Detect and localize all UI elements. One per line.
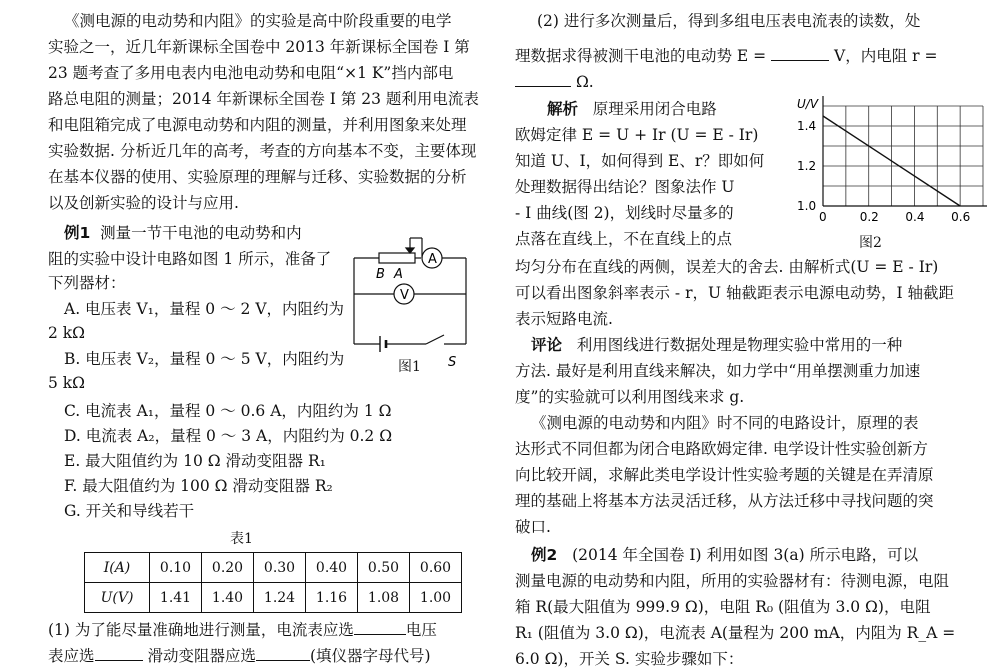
figure2-caption: 图2 [859,235,882,251]
y-tick-label: 1.4 [797,119,817,133]
answer-blank [354,618,406,635]
question2-line2: 理数据求得被测干电池的电动势 E = V，内电阻 r = [515,44,938,67]
comment-line: 理的基础上将基本方法灵活迁移，从方法迁移中寻找问题的突 [515,492,934,510]
option-a: A. 电压表 V₁，量程 0 ～ 2 V，内阻约为 [64,300,345,318]
figure1-caption: 图1 [398,359,421,375]
example1-first-line [64,222,302,244]
chart-grid [823,106,983,206]
question1-line2: 表应选 滑动变阻器应选 (填仪器字母代号) [48,644,431,667]
option-b-cont: 5 kΩ [48,374,86,392]
option-d: D. 电流表 A₂，量程 0 ～ 3 A，内阻约为 0.2 Ω [64,427,393,445]
option-c: C. 电流表 A₁，量程 0 ～ 0.6 A，内阻约为 1 Ω [64,402,392,420]
example2-line: R₁ (阻值为 3.0 Ω)，电流表 A(量程为 200 mA，内阻为 R_A = [515,624,956,642]
analysis-line: 可以看出图象斜率表示 - r，U 轴截距表示电源电动势，I 轴截距 [515,284,955,302]
x-tick-label: 0 [819,210,827,224]
figure1-circuit [344,226,494,376]
comment-label: 评论 [531,336,563,354]
intro-line: 实验数据. 分析近几年的高考，考查的方向基本不变，主要体现 [48,142,477,160]
table-row [85,553,462,583]
answer-blank [515,70,571,87]
analysis-label: 解析 [547,100,579,118]
answer-blank [771,44,829,61]
y-tick-label: 1.2 [797,159,817,173]
table-cell: 0.60 [410,553,462,583]
x-tick-label: 0.4 [905,210,925,224]
analysis-line: - I 曲线(图 2)，划线时尽量多的 [515,204,734,222]
option-a-cont: 2 kΩ [48,324,86,342]
analysis-line: 点落在直线上，不在直线上的点 [515,230,733,248]
y-tick-label: 1.0 [797,199,817,213]
voltmeter-icon: V [400,288,409,303]
intro-line: 23 题考查了多用电表内电池电动势和电阻“×1 K”挡内部电 [48,64,454,82]
option-b: B. 电压表 V₂，量程 0 ～ 5 V，内阻约为 [64,350,345,368]
intro-line: 在基本仪器的使用、实验原理的理解与迁移、实验数据的分析 [48,168,467,186]
x-tick-label: 0.2 [859,210,879,224]
table-cell: 1.24 [254,583,306,613]
table-cell: 1.00 [410,583,462,613]
comment-line: 《测电源的电动势和内阻》时不同的电路设计，原理的表 [531,414,919,432]
option-f: F. 最大阻值约为 100 Ω 滑动变阻器 R₂ [64,477,333,495]
example2-first-line: 例2 (2014 年全国卷 Ⅰ) 利用如图 3(a) 所示电路，可以 [531,546,919,564]
analysis-line: 欧姆定律 E = U + Ir (U = E - Ir) [515,126,759,144]
option-e: E. 最大阻值约为 10 Ω 滑动变阻器 R₁ [64,452,326,470]
table1-caption: 表1 [230,531,253,547]
analysis-line: 知道 U、I，如何得到 E、r？即如何 [515,152,765,170]
example1-line: 下列器材： [48,274,126,292]
data-table [84,552,462,613]
table-cell: 0.20 [202,553,254,583]
intro-line: 实验之一，近几年新课标全国卷中 2013 年新课标全国卷 Ⅰ 第 [48,38,470,56]
comment-line: 达形式不同但都为闭合电路欧姆定律. 电学设计性实验创新方 [515,440,928,458]
question2-line1: (2) 进行多次测量后，得到多组电压表电流表的读数，处 [537,12,921,30]
y-axis-label: U/V [797,97,819,111]
figure2-chart [783,96,987,238]
example2-line: 箱 R(最大阻值为 999.9 Ω)，电阻 R₀ (阻值为 3.0 Ω)，电阻 [515,598,931,616]
table-cell: 0.30 [254,553,306,583]
example1-text: 测量一节干电池的电动势和内 [100,224,302,242]
answer-blank [256,644,310,661]
comment-first-line: 评论 利用图线进行数据处理是物理实验中常用的一种 [531,336,903,354]
analysis-line: 表示短路电流. [515,310,613,328]
answer-blank [95,644,143,661]
question1-line1: (1) 为了能尽量准确地进行测量，电流表应选 电压 [48,618,437,641]
example2-line: 测量电源的电动势和内阻，所用的实验器材有：待测电源，电阻 [515,572,950,590]
table-cell: 1.16 [306,583,358,613]
example1-line: 阻的实验中设计电路如图 1 所示，准备了 [48,250,332,268]
option-g: G. 开关和导线若干 [64,502,195,520]
x-tick-label: 0.6 [951,210,971,224]
table-row [85,583,462,613]
table-cell: 0.50 [358,553,410,583]
figure1-label-b: B [376,267,385,282]
example2-label: 例2 [531,546,558,564]
ammeter-icon: A [428,252,437,267]
analysis-line: 均匀分布在直线的两侧，误差大的舍去. 由解析式(U = E - Ir) [515,258,939,276]
comment-line: 向比较开阔，求解此类电学设计性实验考题的关键是在弄清原 [515,466,934,484]
comment-line: 方法. 最好是利用直线来解决，如力学中“用单摆测重力加速 [515,362,921,380]
comment-line: 破口. [515,518,551,536]
table-cell: 1.08 [358,583,410,613]
analysis-first-line: 解析 原理采用闭合电路 [547,100,717,118]
figure1-label-s: S [448,355,457,370]
intro-line: 路总电阻的测量；2014 年新课标全国卷 Ⅰ 第 23 题利用电流表 [48,90,479,108]
figure1-label-a: A [394,267,403,282]
question2-line3: Ω. [515,70,594,93]
table-cell: 1.41 [150,583,202,613]
table-cell: 0.40 [306,553,358,583]
table-cell: 1.40 [202,583,254,613]
intro-line: 和电阻箱完成了电源电动势和内阻的测量，并利用图象来处理 [48,116,467,134]
comment-line: 度”的实验就可以利用图线来求 g. [515,388,745,406]
intro-line: 《测电源的电动势和内阻》的实验是高中阶段重要的电学 [64,12,452,30]
example2-line: 6.0 Ω)，开关 S. 实验步骤如下： [515,650,744,668]
example1-label: 例1 [64,224,91,242]
table-header-cell: I(A) [85,553,150,583]
table-cell: 0.10 [150,553,202,583]
chart-axes [820,96,987,209]
analysis-line: 处理数据得出结论？图象法作 U [515,178,735,196]
intro-line: 以及创新实验的设计与应用. [48,194,239,212]
table-header-cell: U(V) [85,583,150,613]
